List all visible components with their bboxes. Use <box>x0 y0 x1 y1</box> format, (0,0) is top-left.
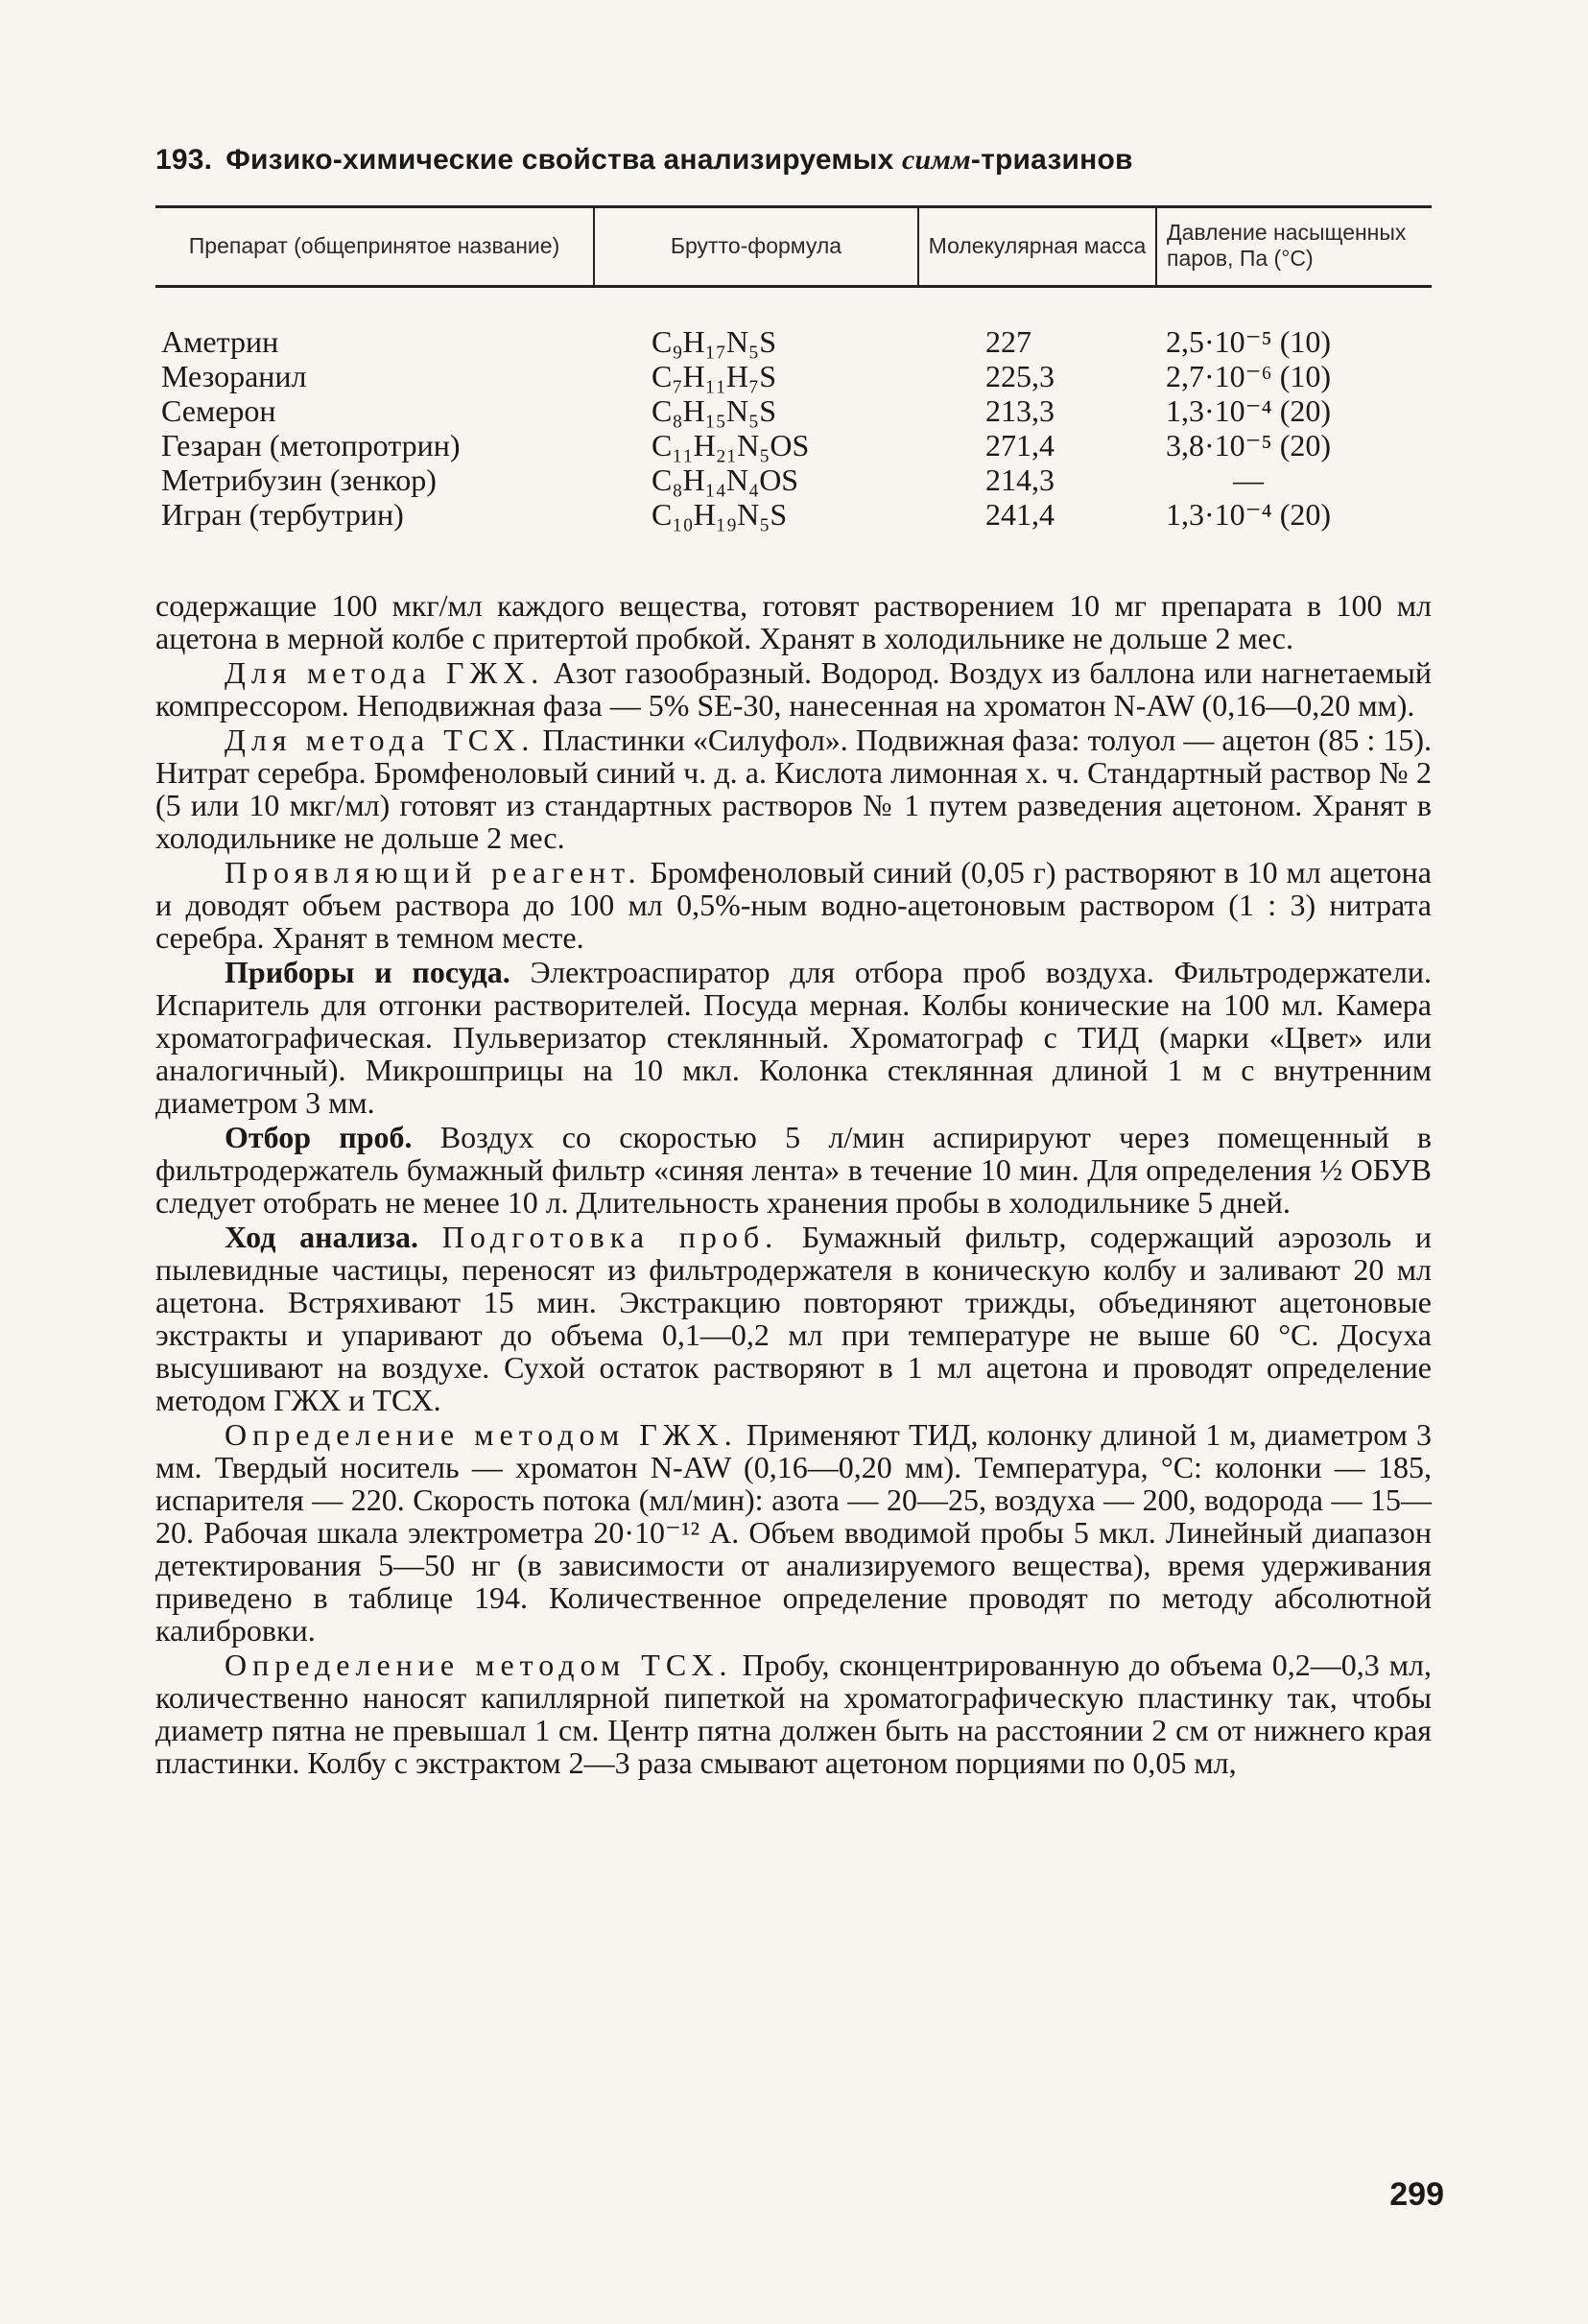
page <box>155 144 1432 1781</box>
table-caption <box>155 144 1432 177</box>
section-heading: Приборы и посуда. <box>225 955 510 989</box>
table-number: 193. <box>155 144 213 176</box>
cell-name: Мезоранил <box>161 359 307 393</box>
cell-formula: C₉H₁₇N₅S <box>652 324 776 359</box>
table-row <box>155 462 1432 497</box>
cell-pressure: 1,3·10⁻⁴ (20) <box>1166 497 1332 532</box>
cell-name: Аметрин <box>161 324 279 359</box>
cell-pressure: 3,8·10⁻⁵ (20) <box>1166 428 1332 462</box>
cell-name: Метрибузин (зенкор) <box>161 462 437 497</box>
cell-name: Семерон <box>161 393 276 428</box>
cell-name: Гезаран (метопротрин) <box>161 428 461 462</box>
caption-text: Физико-химические свойства анализируемых <box>225 144 902 176</box>
paragraph <box>155 723 1432 854</box>
cell-formula: C₈H₁₅N₅S <box>652 393 776 428</box>
paragraph-body: Применяют ТИД, колонку длиной 1 м, диаметром 3 мм. Твердый носитель — хроматон N-AW (0,16—0,20 мм). Температура, °С: колонки — 185, испарителя — 220. Скорость потока (мл/мин): азота — 20—25, воздуха — 200, водорода — 15—20. Рабочая шкала электрометра 20·10⁻¹² А. Объем вводимой пробы 5 мкл. Линейный диапазон детектирования 5—50 нг (в зависимости от анализируемого вещества), время удерживания приведено в таблице 194. Количественное определение проводят по методу абсолютной калибровки. <box>155 1417 1433 1648</box>
paragraph <box>155 956 1432 1119</box>
cell-formula: C₈H₁₄N₄OS <box>652 462 799 497</box>
paragraph: содержащие 100 мкг/мл каждого вещества, готовят растворением 10 мг препарата в 100 мл ацетона в мерной колбе с притертой пробкой. Хранят в холодильнике не дольше 2 мес. <box>155 588 1432 655</box>
body-text <box>155 589 1432 1779</box>
cell-pressure: 2,5·10⁻⁵ (10) <box>1166 324 1332 359</box>
paragraph-body: Пробу, сконцентрированную до объема 0,2—0,3 мл, количественно наносят капиллярной пипеткой на хроматографическую пластинку так, чтобы диаметр пятна не превышал 1 см. Центр пятна должен быть на расстоянии 2 см от нижнего края пластинки. Колбу с экстрактом 2—3 раза смывают ацетоном порциями по 0,05 мл, <box>155 1648 1432 1780</box>
section-lead: Для метода ГЖХ. <box>225 655 545 690</box>
paragraph-body: Воздух со скоростью 5 л/мин аспирируют через помещенный в фильтродержатель бумажный фильтр «синяя лента» в течение 10 мин. Для определения ½ ОБУВ следует отобрать не менее 10 л. Длительность хранения пробы в холодильнике 5 дней. <box>155 1120 1433 1220</box>
table-row <box>155 497 1432 532</box>
paragraph <box>155 1648 1432 1779</box>
cell-formula: C₇H₁₁H₇S <box>652 359 776 393</box>
table-row <box>155 359 1432 393</box>
paragraph <box>155 1121 1432 1219</box>
paragraph <box>155 856 1432 954</box>
paragraph <box>155 656 1432 722</box>
table-row <box>155 393 1432 428</box>
cell-pressure: 2,7·10⁻⁶ (10) <box>1166 359 1332 393</box>
section-lead: Подготовка проб. <box>441 1220 779 1254</box>
col-header-mass: Молекулярная масса <box>918 207 1156 287</box>
paragraph-body: Пластинки «Силуфол». Подвижная фаза: толуол — ацетон (85 : 15). Нитрат серебра. Бромфеноловый синий ч. д. а. Кислота лимонная х. ч. Стандартный раствор № 2 (5 или 10 мкг/мл) готовят из стандартных растворов № 1 путем разведения ацетоном. Хранят в холодильнике не дольше 2 мес. <box>155 723 1433 855</box>
cell-pressure: 1,3·10⁻⁴ (20) <box>1166 393 1332 428</box>
cell-mass: 271,4 <box>985 428 1055 462</box>
properties-table <box>155 205 1432 532</box>
cell-mass: 213,3 <box>985 393 1055 428</box>
cell-mass: 225,3 <box>985 359 1055 393</box>
paragraph-body: Бумажный фильтр, содержащий аэрозоль и пылевидные частицы, переносят из фильтродержателя в коническую колбу и заливают 20 мл ацетона. Встряхивают 15 мин. Экстракцию повторяют трижды, объединяют ацетоновые экстракты и упаривают до объема 0,1—0,2 мл при температуре не выше 60 °С. Досуха высушивают на воздухе. Сухой остаток растворяют в 1 мл ацетона и проводят определение методом ГЖХ и ТСХ. <box>155 1220 1433 1417</box>
section-lead: Определение методом ТСХ. <box>225 1648 733 1682</box>
paragraph-body: Азот газообразный. Водород. Воздух из баллона или нагнетаемый компрессором. Неподвижная фаза — 5% SE-30, нанесенная на хроматон N-AW (0,16—0,20 мм). <box>155 655 1433 723</box>
cell-mass: 227 <box>985 324 1031 359</box>
section-heading: Ход анализа. <box>225 1220 419 1254</box>
section-lead: Проявляющий реагент. <box>225 855 642 889</box>
cell-name: Игран (тербутрин) <box>161 497 404 532</box>
paragraph-body: Бромфеноловый синий (0,05 г) растворяют в 10 мл ацетона и доводят объем раствора до 100 мл 0,5%-ным водно-ацетоновым раствором (1 : 3) нитрата серебра. Хранят в темном месте. <box>155 855 1433 955</box>
section-lead: Для метода ТСХ. <box>225 723 535 757</box>
col-header-formula: Брутто-формула <box>594 207 918 287</box>
caption-italic: симм <box>902 144 971 176</box>
col-header-preparation: Препарат (общепринятое название) <box>155 207 594 287</box>
cell-formula: C₁₁H₂₁N₅OS <box>652 428 810 462</box>
table-header-row <box>155 207 1432 287</box>
paragraph <box>155 1418 1432 1647</box>
caption-text-end: -триазинов <box>970 144 1133 176</box>
cell-pressure: — <box>1233 462 1264 497</box>
cell-formula: C₁₀H₁₉N₅S <box>652 497 788 532</box>
page-number: 299 <box>1389 2176 1444 2213</box>
paragraph-body: Электроаспиратор для отбора проб воздуха. Фильтродержатели. Испаритель для отгонки растворителей. Посуда мерная. Колбы конические на 100 мл. Камера хроматографическая. Пульверизатор стеклянный. Хроматограф с ТИД (марки «Цвет» или аналогичный). Микрошприцы на 10 мкл. Колонка стеклянная длиной 1 м с внутренним диаметром 3 мм. <box>155 955 1433 1120</box>
paragraph <box>155 1221 1432 1416</box>
cell-mass: 214,3 <box>985 462 1055 497</box>
section-lead: Определение методом ГЖХ. <box>225 1417 738 1452</box>
table-row <box>155 287 1432 360</box>
cell-mass: 241,4 <box>985 497 1055 532</box>
section-heading: Отбор проб. <box>225 1120 413 1154</box>
col-header-pressure: Давление насыщенных паров, Па (°C) <box>1156 207 1432 287</box>
table-row <box>155 428 1432 462</box>
